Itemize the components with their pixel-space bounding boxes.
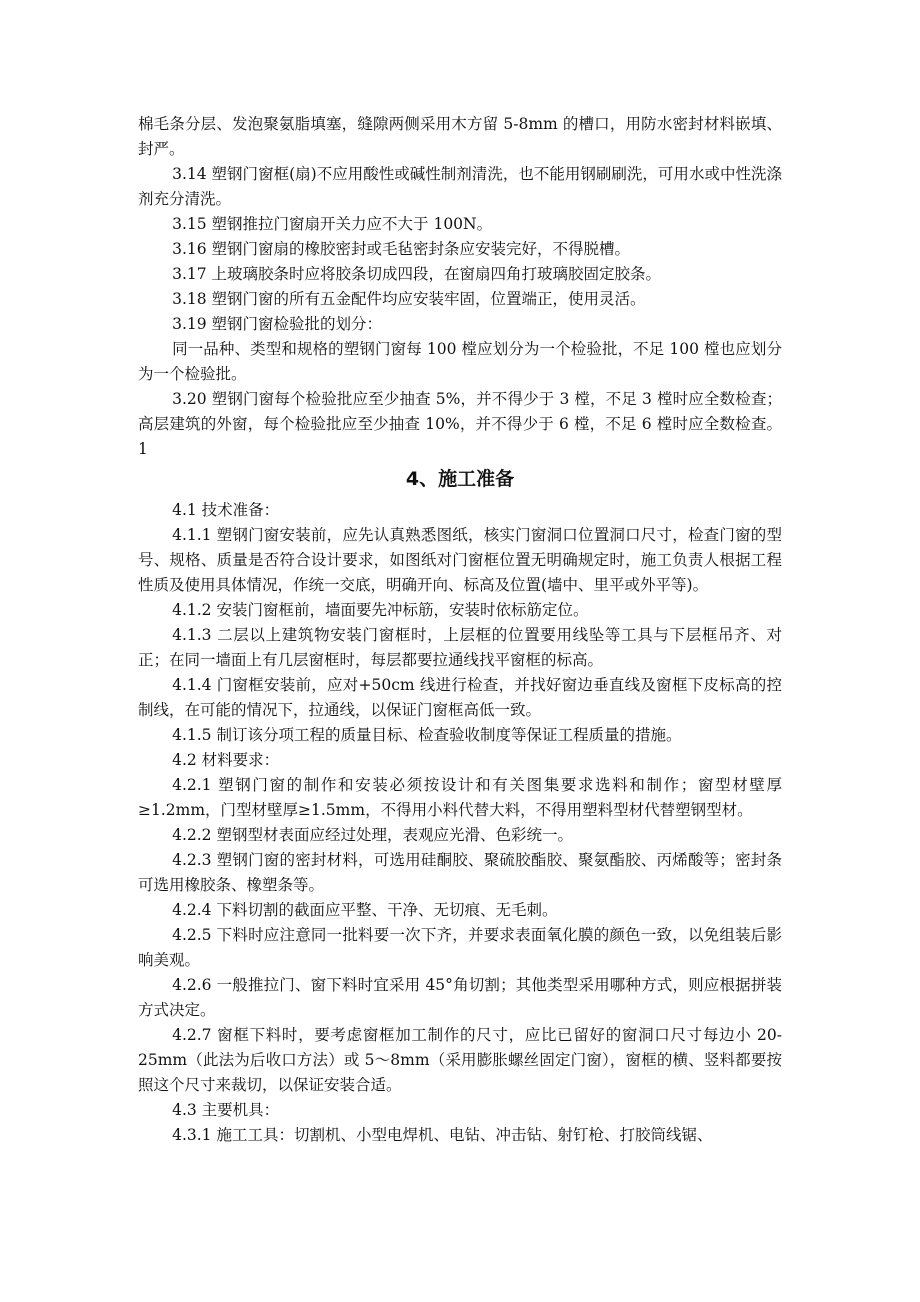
paragraph-3-18: 3.18 塑钢门窗的所有五金配件均应安装牢固，位置端正，使用灵活。	[172, 290, 646, 308]
paragraph-4-2-6: 4.2.6 一般推拉门、窗下料时宜采用 45°角切割；其他类型采用哪种方式，则应根据拼装方式决定。	[138, 976, 782, 1019]
paragraph-4-1-1: 4.1.1 塑钢门窗安装前，应先认真熟悉图纸，核实门窗洞口位置洞口尺寸，检查门窗的型号、规格、质量是否符合设计要求，如图纸对门窗框位置无明确规定时，施工负责人根据工程性质及使用具体情况，作统一交底，明确开向、标高及位置(墙中、里平或外平等)。	[138, 526, 782, 594]
paragraph-3-15: 3.15 塑钢推拉门窗扇开关力应不大于 100N。	[172, 215, 493, 233]
paragraph-3-20: 3.20 塑钢门窗每个检验批应至少抽查 5%，并不得少于 3 樘，不足 3 樘时应全数检查；高层建筑的外窗，每个检验批应至少抽查 10%，并不得少于 6 樘，不足 6 樘时应全数检查。1	[138, 390, 782, 458]
paragraph-4-1-3: 4.1.3 二层以上建筑物安装门窗框时，上层框的位置要用线坠等工具与下层框吊齐、对正；在同一墙面上有几层窗框时，每层都要拉通线找平窗框的标高。	[138, 626, 782, 669]
paragraph-4-2-5: 4.2.5 下料时应注意同一批料要一次下齐，并要求表面氧化膜的颜色一致，以免组装后影响美观。	[138, 926, 782, 969]
paragraph-continued: 棉毛条分层、发泡聚氨脂填塞，缝隙两侧采用木方留 5-8mm 的槽口，用防水密封材料嵌填、封严。	[138, 115, 782, 158]
paragraph-4-3-1: 4.3.1 施工工具：切割机、小型电焊机、电钻、冲击钻、射钉枪、打胶筒线锯、	[172, 1126, 713, 1144]
document-page	[138, 112, 782, 1148]
paragraph-3-14: 3.14 塑钢门窗框(扇)不应用酸性或碱性制剂清洗，也不能用钢刷刷洗，可用水或中性洗涤剂充分清洗。	[138, 165, 782, 208]
paragraph-4-2: 4.2 材料要求：	[172, 751, 280, 769]
paragraph-4-3: 4.3 主要机具：	[172, 1101, 280, 1119]
paragraph-4-2-7: 4.2.7 窗框下料时，要考虑窗框加工制作的尺寸，应比已留好的窗洞口尺寸每边小 20-25mm（此法为后收口方法）或 5～8mm（采用膨胀螺丝固定门窗），窗框的横、竖料都要按照这个尺寸来裁切，以保证安装合适。	[138, 1026, 782, 1094]
paragraph-3-19-detail: 同一品种、类型和规格的塑钢门窗每 100 樘应划分为一个检验批，不足 100 樘也应划分为一个检验批。	[138, 340, 782, 383]
paragraph-4-2-1: 4.2.1 塑钢门窗的制作和安装必须按设计和有关图集要求选料和制作；窗型材壁厚≥1.2mm，门型材壁厚≥1.5mm，不得用小料代替大料，不得用塑料型材代替塑钢型材。	[138, 776, 782, 819]
paragraph-4-1: 4.1 技术准备：	[172, 501, 280, 519]
paragraph-3-16: 3.16 塑钢门窗扇的橡胶密封或毛毡密封条应安装完好，不得脱槽。	[172, 240, 631, 258]
paragraph-4-2-4: 4.2.4 下料切割的截面应平整、干净、无切痕、无毛刺。	[172, 901, 558, 919]
section-heading: 4、施工准备	[405, 468, 515, 490]
paragraph-3-17: 3.17 上玻璃胶条时应将胶条切成四段，在窗扇四角打玻璃胶固定胶条。	[172, 265, 662, 283]
paragraph-4-2-3: 4.2.3 塑钢门窗的密封材料，可选用硅酮胶、聚硫胶酯胶、聚氨酯胶、丙烯酸等；密封条可选用橡胶条、橡塑条等。	[138, 851, 782, 894]
paragraph-4-1-2: 4.1.2 安装门窗框前，墙面要先冲标筋，安装时依标筋定位。	[172, 601, 589, 619]
paragraph-4-1-5: 4.1.5 制订该分项工程的质量目标、检查验收制度等保证工程质量的措施。	[172, 726, 682, 744]
paragraph-3-19: 3.19 塑钢门窗检验批的划分：	[172, 315, 383, 333]
paragraph-4-1-4: 4.1.4 门窗框安装前，应对+50cm 线进行检查，并找好窗边垂直线及窗框下皮标高的控制线，在可能的情况下，拉通线，以保证门窗框高低一致。	[138, 676, 782, 719]
paragraph-4-2-2: 4.2.2 塑钢型材表面应经过处理，表观应光滑、色彩统一。	[172, 826, 573, 844]
